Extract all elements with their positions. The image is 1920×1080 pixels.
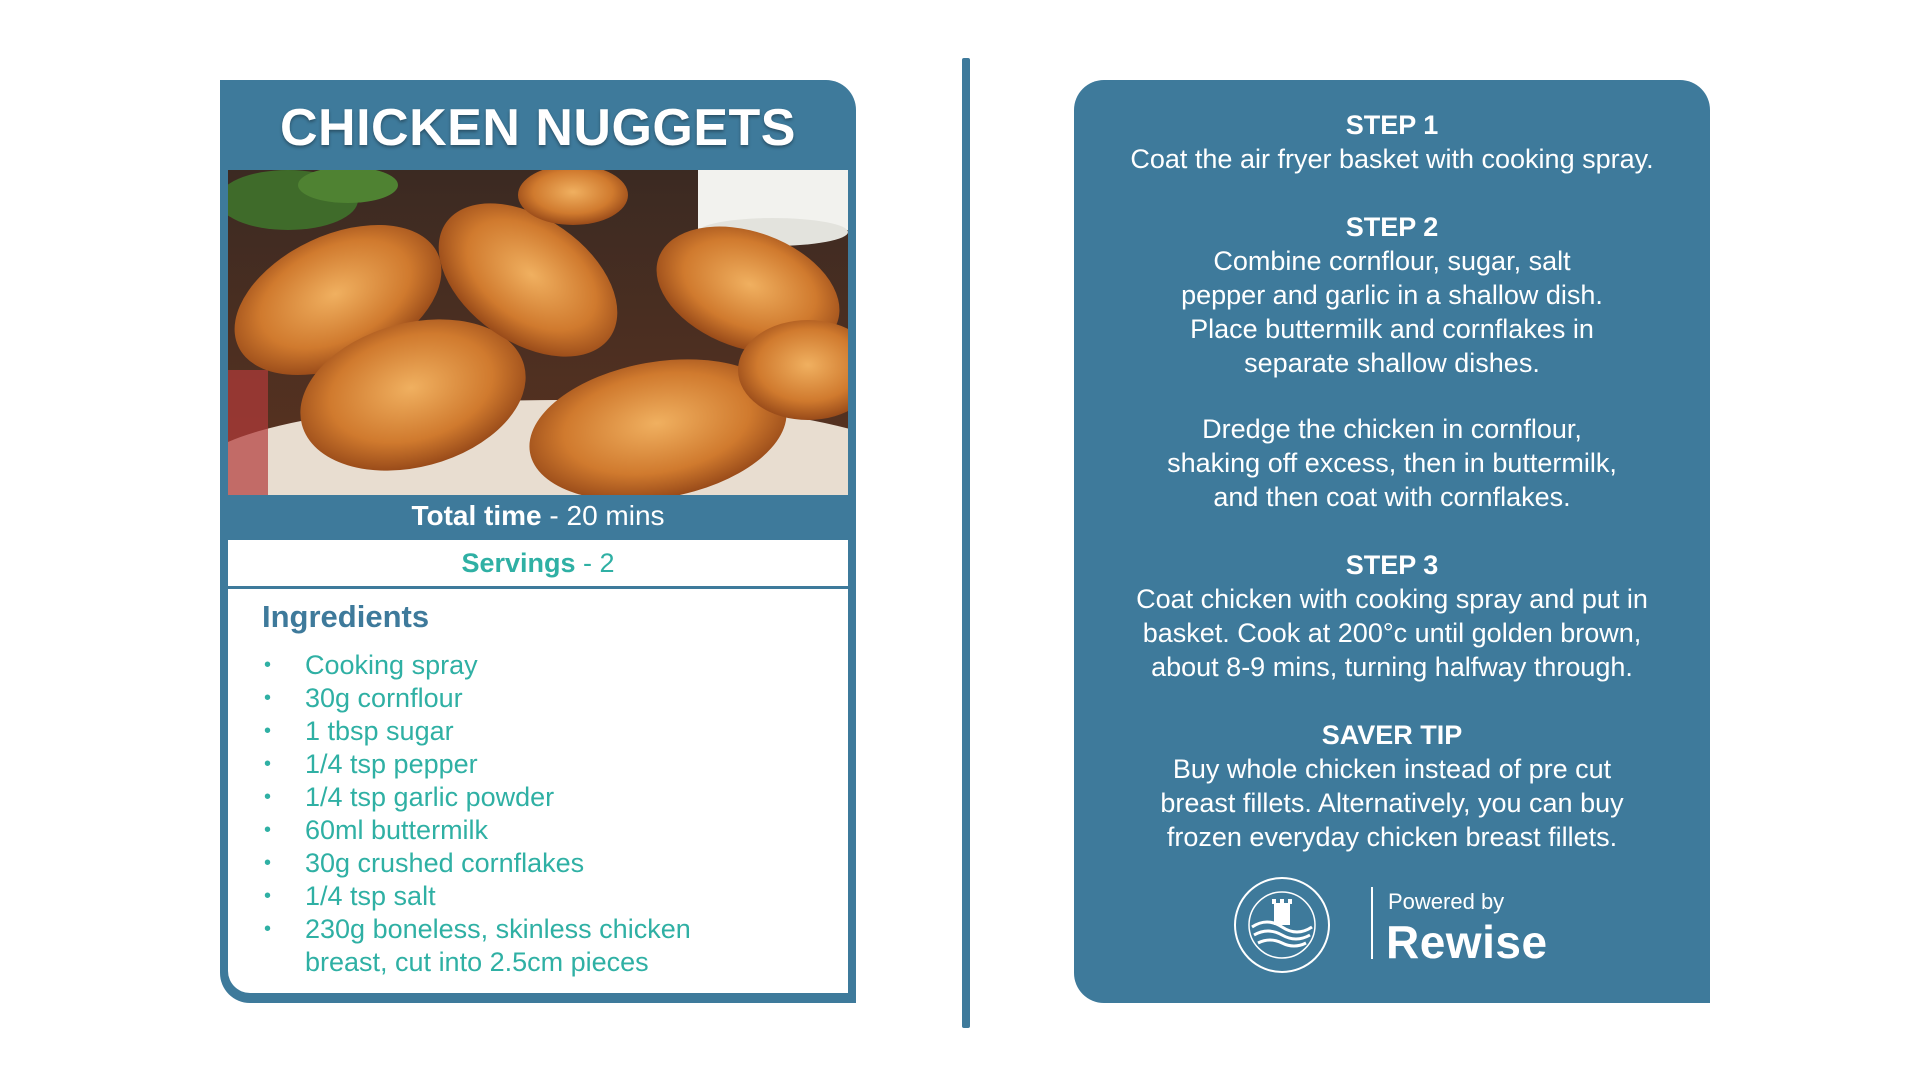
ingredient-text: 230g boneless, skinless chicken breast, cut into 2.5cm pieces [305, 914, 691, 977]
step-2-dredge [1074, 412, 1710, 514]
card-divider [962, 58, 970, 1028]
step-2-heading: STEP 2 [1345, 212, 1439, 242]
step-2b-line: Dredge the chicken in cornflour, [1202, 414, 1582, 444]
step-1-heading: STEP 1 [1345, 110, 1439, 140]
rewise-logo: Rewise [1386, 916, 1548, 968]
bullet-icon: • [264, 852, 272, 874]
saver-tip-heading: SAVER TIP [1321, 720, 1463, 750]
recipe-card [220, 80, 856, 1003]
step-3 [1074, 548, 1710, 684]
servings-value: - 2 [575, 548, 615, 578]
list-item [262, 715, 848, 748]
bullet-icon: • [264, 786, 272, 808]
footer-logos [1232, 875, 1562, 975]
ingredient-text: 1 tbsp sugar [305, 716, 454, 746]
list-item [262, 781, 848, 814]
step-3-line: about 8-9 mins, turning halfway through. [1151, 652, 1633, 682]
step-2b-line: and then coat with cornflakes. [1213, 482, 1571, 512]
powered-by-text: Powered by [1388, 889, 1505, 914]
saver-tip [1074, 718, 1710, 854]
list-item [262, 913, 705, 979]
ingredient-text: 30g cornflour [305, 683, 463, 713]
recipe-photo [228, 170, 848, 495]
list-item [262, 682, 848, 715]
list-item [262, 847, 848, 880]
ingredient-text: 1/4 tsp salt [305, 881, 436, 911]
ingredient-text: 1/4 tsp garlic powder [305, 782, 555, 812]
saver-tip-line: frozen everyday chicken breast fillets. [1166, 822, 1618, 852]
method-card [1074, 80, 1710, 1003]
total-time-value: - 20 mins [541, 500, 665, 531]
bullet-icon: • [264, 687, 272, 709]
total-time-label: Total time [411, 500, 542, 531]
bullet-icon: • [264, 918, 272, 940]
saver-tip-line: breast fillets. Alternatively, you can buy [1160, 788, 1624, 818]
ingredients-list [228, 649, 848, 979]
bullet-icon: • [264, 753, 272, 775]
bullet-icon: • [264, 720, 272, 742]
step-3-heading: STEP 3 [1345, 550, 1439, 580]
list-item [262, 814, 848, 847]
step-2-line: Place buttermilk and cornflakes in [1190, 314, 1594, 344]
recipe-title: CHICKEN NUGGETS [280, 99, 796, 157]
servings-label: Servings [461, 548, 576, 578]
step-2b-line: shaking off excess, then in buttermilk, [1167, 448, 1617, 478]
ingredient-text: 30g crushed cornflakes [305, 848, 585, 878]
logo-separator [1371, 887, 1373, 959]
council-seal-icon [1232, 875, 1332, 975]
bullet-icon: • [264, 819, 272, 841]
total-time [220, 500, 856, 532]
ingredient-text: Cooking spray [305, 650, 478, 680]
saver-tip-line: Buy whole chicken instead of pre cut [1172, 754, 1612, 784]
bullet-icon: • [264, 654, 272, 676]
ingredient-text: 1/4 tsp pepper [305, 749, 478, 779]
list-item [262, 880, 848, 913]
step-2-line: separate shallow dishes. [1244, 348, 1540, 378]
chicken-nuggets-image [228, 170, 848, 495]
ingredient-text: 60ml buttermilk [305, 815, 489, 845]
step-1 [1074, 108, 1710, 176]
step-3-line: Coat chicken with cooking spray and put in [1136, 584, 1648, 614]
step-1-text: Coat the air fryer basket with cooking spray. [1130, 144, 1654, 174]
ingredients-heading: Ingredients [262, 599, 430, 634]
step-2-line: pepper and garlic in a shallow dish. [1181, 280, 1603, 310]
step-3-line: basket. Cook at 200°c until golden brown, [1142, 618, 1642, 648]
list-item [262, 649, 848, 682]
ingredients-panel [228, 540, 848, 993]
servings [228, 540, 848, 589]
step-2-line: Combine cornflour, sugar, salt [1213, 246, 1571, 276]
step-2 [1074, 210, 1710, 380]
list-item [262, 748, 848, 781]
bullet-icon: • [264, 885, 272, 907]
